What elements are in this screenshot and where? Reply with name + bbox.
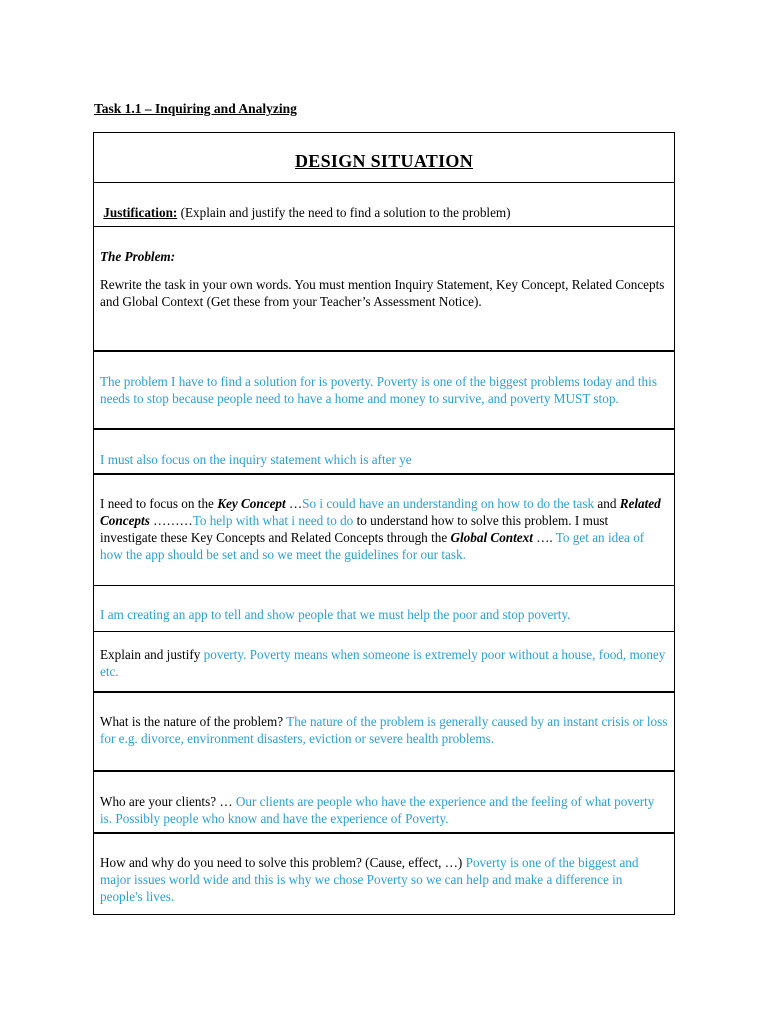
problem-instruction: Rewrite the task in your own words. You must mention Inquiry Statement, Key Concept, Related Concepts and Global Context (Get these from your Teacher’s Assessment Notice). [100,277,665,309]
nature-prompt: What is the nature of the problem? [100,714,287,729]
design-situation-table [93,132,675,915]
title-row [94,133,674,182]
nature-row [94,691,674,770]
nature-paragraph [100,713,668,747]
problem-label: The Problem: [100,249,176,264]
global-context-label: Global Context [450,530,533,545]
global-context-answer: To get an idea of how the app should be set and so we meet the guidelines for our task. [100,530,645,562]
focus-intro: I need to focus on the [100,496,218,511]
inquiry-row [94,428,674,473]
clients-paragraph [100,793,668,827]
focus-dots-3: …. [532,530,556,545]
clients-prompt: Who are your clients? … [100,794,236,809]
nature-answer: The nature of the problem is generally caused by an instant crisis or loss for e.g. divorce, environment disasters, eviction or severe health problems. [100,714,668,746]
justification-label: Justification: [103,205,178,220]
focus-paragraph [100,495,668,563]
how-why-prompt: How and why do you need to solve this problem? (Cause, effect, …) [100,855,466,870]
app-statement: I am creating an app to tell and show people that we must help the poor and stop poverty. [100,607,571,622]
clients-answer: Our clients are people who have the experience and the feeling of what poverty is. Possibly people who know and have the experience of Poverty. [100,794,655,826]
table-title: DESIGN SITUATION [294,151,473,171]
how-why-row [94,832,674,914]
focus-row [94,473,674,585]
problem-answer-row [94,350,674,428]
problem-answer: The problem I have to find a solution for is poverty. Poverty is one of the biggest problems today and this needs to stop because people need to have a home and money to survive, and poverty MUST stop. [100,374,657,406]
explain-prompt: Explain and justify [100,647,204,662]
related-concepts-label: Related Concepts [100,496,661,528]
problem-row [94,226,674,350]
focus-middle: to understand how to solve this problem. I must investigate these Key Concepts and Related Concepts through the [100,513,609,545]
explain-answer: poverty. Poverty means when someone is extremely poor without a house, food, money etc. [100,647,666,679]
inquiry-answer: I must also focus on the inquiry statement which is after ye [100,452,412,467]
key-concept-label: Key Concept [217,496,286,511]
justification-text [100,204,668,221]
clients-row [94,770,674,832]
justification-instruction: (Explain and justify the need to find a solution to the problem) [177,205,511,220]
how-why-paragraph [100,854,668,905]
focus-dots-2: ……… [149,513,193,528]
explain-paragraph [100,646,668,680]
focus-dots-1: … [285,496,303,511]
app-statement-row [94,585,674,631]
explain-row [94,631,674,691]
task-heading: Task 1.1 – Inquiring and Analyzing [94,101,297,116]
key-concept-answer: So i could have an understanding on how to do the task [302,496,595,511]
how-why-answer: Poverty is one of the biggest and major issues world wide and this is why we chose Poverty so we can help and make a difference in people's lives. [100,855,639,904]
justification-row [94,182,674,226]
related-concepts-answer: To help with what i need to do [192,513,354,528]
focus-and: and [594,496,620,511]
